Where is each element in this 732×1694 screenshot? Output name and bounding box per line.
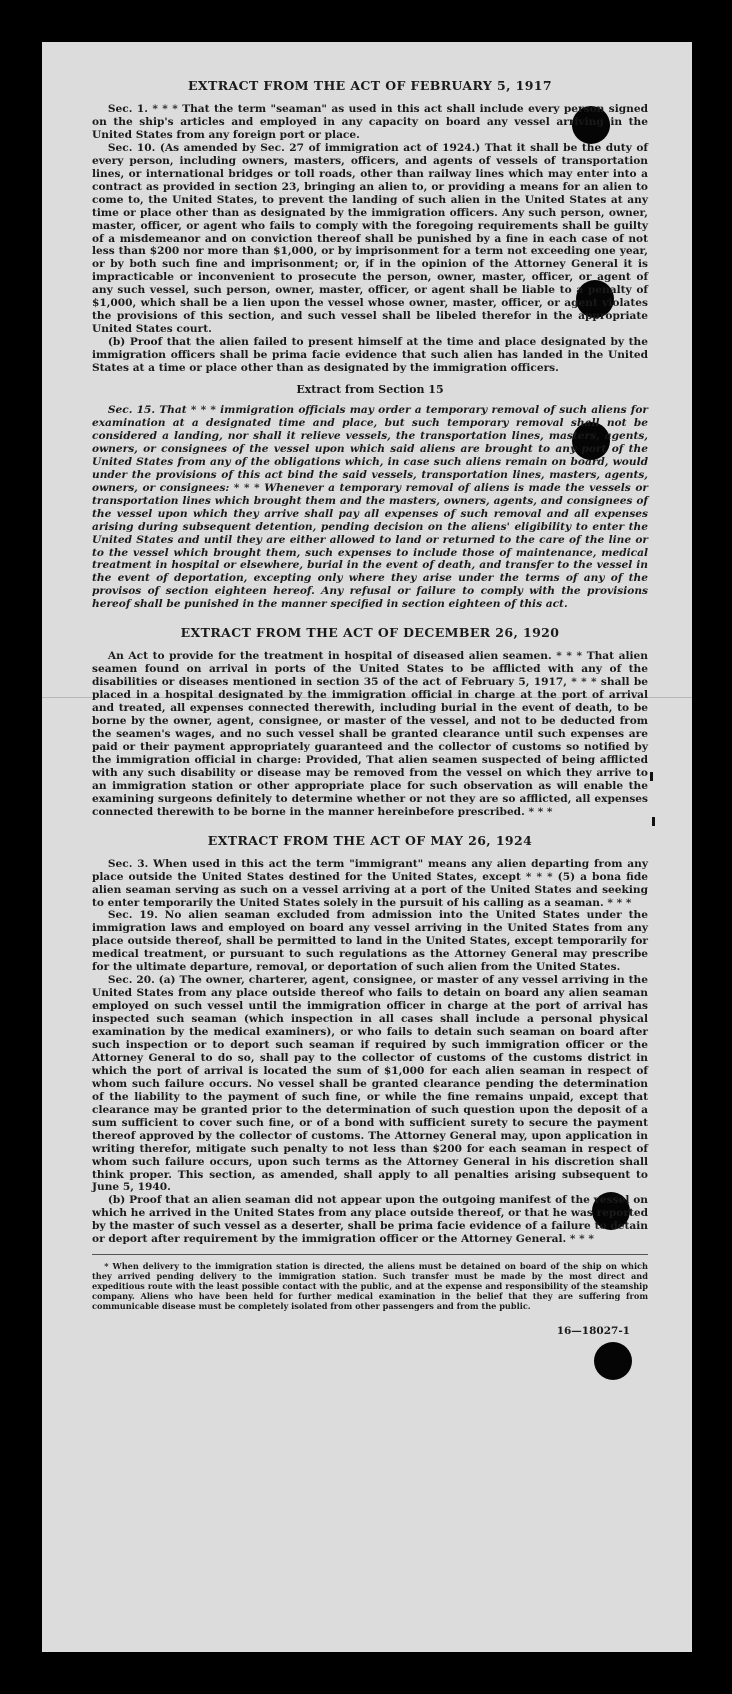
paragraph: Sec. 1. * * * That the term "seaman" as used in this act shall include every person signed on the ship's articles and employed in any capacity on board any vessel arriving in the United States from any foreign port or place. — [92, 103, 648, 141]
section-subtitle: Extract from Section 15 — [296, 383, 444, 397]
paragraph: (b) Proof that the alien failed to present himself at the time and place designated by the immigration officers shall be prima facie evidence that such alien has landed in the United States at a time or place other than as designated by the immigration officers. — [92, 336, 648, 375]
footnote: * When delivery to the immigration station is directed, the aliens must be detained on board of the ship on which they arrived pending delivery to the immigration station. Such transfer must be made by the most direct and expeditious route with the least possible contact with the public, and at the expense and responsibility of the steamship company. Aliens who have been held for further medical examination in the belief that they are suffering from communicable disease must be completely isolated from other passengers and from the public. — [92, 1261, 648, 1312]
section-title: EXTRACT FROM THE ACT OF FEBRUARY 5, 1917 — [187, 78, 552, 93]
paragraph: Sec. 20. (a) The owner, charterer, agent, consignee, or master of any vessel arriving in the United States from any place outside thereof who fails to detain on board any alien seaman employed on such vessel until the immigration officer in charge at the port of arrival has inspected such seaman (which inspection in all cases shall include a personal physical examination by the medical examiners), or who fails to detain such seaman on board after such inspection or to deport such seaman if required by such immigration officer or the Attorney General to do so, shall pay to the collector of customs of the customs district in which the port of arrival is located the sum of $1,000 for each alien seaman in respect of whom such failure occurs. No vessel shall be granted clearance pending the determination of the liability to the payment of such fine, or while the fine remains unpaid, except that clearance may be granted prior to the determination of such question upon the deposit of a sum sufficient to cover such fine, or of a bond with sufficient surety to secure the payment thereof approved by the collector of customs. The Attorney General may, upon application in writing therefor, mitigate such penalty to not less than $200 for each seaman in respect of whom such failure occurs, upon such terms as the Attorney General in his discretion shall think proper. This section, as amended, shall apply to all penalties arising subsequent to June 5, 1940. — [92, 974, 648, 1194]
paragraph: Sec. 3. When used in this act the term "immigrant" means any alien departing from any place outside the United States destined for the United States, except * * * (5) a bona fide alien seaman serving as such on a vessel arriving at a port of the United States and seeking to enter temporarily the United States solely in the pursuit of his calling as a seaman. * * * — [92, 857, 648, 909]
paragraph: (b) Proof that an alien seaman did not appear upon the outgoing manifest of the vessel on which he arrived in the United States from any place outside thereof, or that he was reported by the master of such vessel as a deserter, shall be prima facie evidence of a failure to detain or deport after requirement by the immigration officer or the Attorney General. * * * — [92, 1194, 648, 1246]
margin-mark — [650, 772, 653, 781]
margin-mark — [652, 817, 655, 826]
section-title: EXTRACT FROM THE ACT OF DECEMBER 26, 1920 — [180, 625, 560, 641]
paragraph: Sec. 19. No alien seaman excluded from admission into the United States under the immigration laws and employed on board any vessel arriving in the United States from any place outside thereof, shall be permitted to land in the United States, except temporarily for medical treatment, or pursuant to such regulations as the Attorney General may prescribe for the ultimate departure, removal, or deportation of such alien from the United States. — [92, 909, 648, 974]
document-page — [42, 42, 692, 1652]
paragraph: Sec. 10. (As amended by Sec. 27 of immigration act of 1924.) That it shall be the duty of every person, including owners, masters, officers, and agents of vessels of transportation lines, or international bridges or toll roads, other than railway lines which may enter into a contract as provided in section 23, bringing an alien to, or providing a means for an alien to come to, the United States, to prevent the landing of such alien in the United States at any time or place other than as designated by the immigration officers. Any such person, owner, master, officer, or agent who fails to comply with the foregoing requirements shall be guilty of a misdemeanor and on conviction thereof shall be punished by a fine in each case of not less than $200 nor more than $1,000, or by imprisonment for a term not exceeding one year, or by both such fine and imprisonment; or, if in the opinion of the Attorney General it is impracticable or inconvenient to prosecute the person, owner, master, officer, or agent of any such vessel, such person, owner, master, officer, or agent shall be liable to a penalty of $1,000, which shall be a lien upon the vessel whose owner, master, officer, or agent violates the provisions of this section, and such vessel shall be libeled therefor in the appropriate United States court. — [92, 141, 648, 336]
punch-hole — [594, 1342, 632, 1380]
paragraph: An Act to provide for the treatment in hospital of diseased alien seamen. * * * That alien seamen found on arrival in ports of the United States to be afflicted with any of the disabilities or diseases mentioned in section 35 of the act of February 5, 1917, * * * shall be placed in a hospital designated by the immigration official in charge at the port of arrival and treated, all expenses connected therewith, including burial in the event of death, to be borne by the owner, agent, consignee, or master of the vessel, and not to be deducted from the seamen's wages, and no such vessel shall be granted clearance until such expenses are paid or their payment appropriately guaranteed and the collector of customs so notified by the immigration official in charge: Provided, That alien seamen suspected of being afflicted with any such disability or disease may be removed from the vessel on which they arrive to an immigration station or other appropriate place for such observation as will enable the examining surgeons definitely to determine whether or not they are so afflicted, all expenses connected therewith to be borne in the manner hereinbefore prescribed. * * * — [92, 650, 648, 818]
paragraph: Sec. 15. That * * * immigration officials may order a temporary removal of such aliens for examination at a designated time and place, but such temporary removal shall not be considered a landing, nor shall it relieve vessels, the transportation lines, masters, agents, owners, or consignees of the vessel upon which said aliens are brought to any port of the United States from any of the obligations which, in case such aliens remain on board, would under the provisions of this act bind the said vessels, transportation lines, masters, agents, owners, or consignees: * * * Whenever a temporary removal of aliens is made the vessels or transportation lines which brought them and the masters, owners, agents, and consignees of the vessel upon which they arrive shall pay all expenses of such removal and all expenses arising during subsequent detention, pending decision on the aliens' eligibility to enter the United States and until they are either allowed to land or returned to the care of the line or to the vessel which brought them, such expenses to include those of maintenance, medical treatment in hospital or elsewhere, burial in the event of death, and transfer to the vessel in the event of deportation, excepting only where they arise under the terms of any of the provisos of section eighteen hereof. Any refusal or failure to comply with the provisions hereof shall be punished in the manner specified in section eighteen of this act. — [92, 404, 648, 611]
form-number: 16—18027-1 — [556, 1325, 630, 1338]
document-body — [92, 78, 648, 1337]
section-title: EXTRACT FROM THE ACT OF MAY 26, 1924 — [207, 832, 533, 848]
